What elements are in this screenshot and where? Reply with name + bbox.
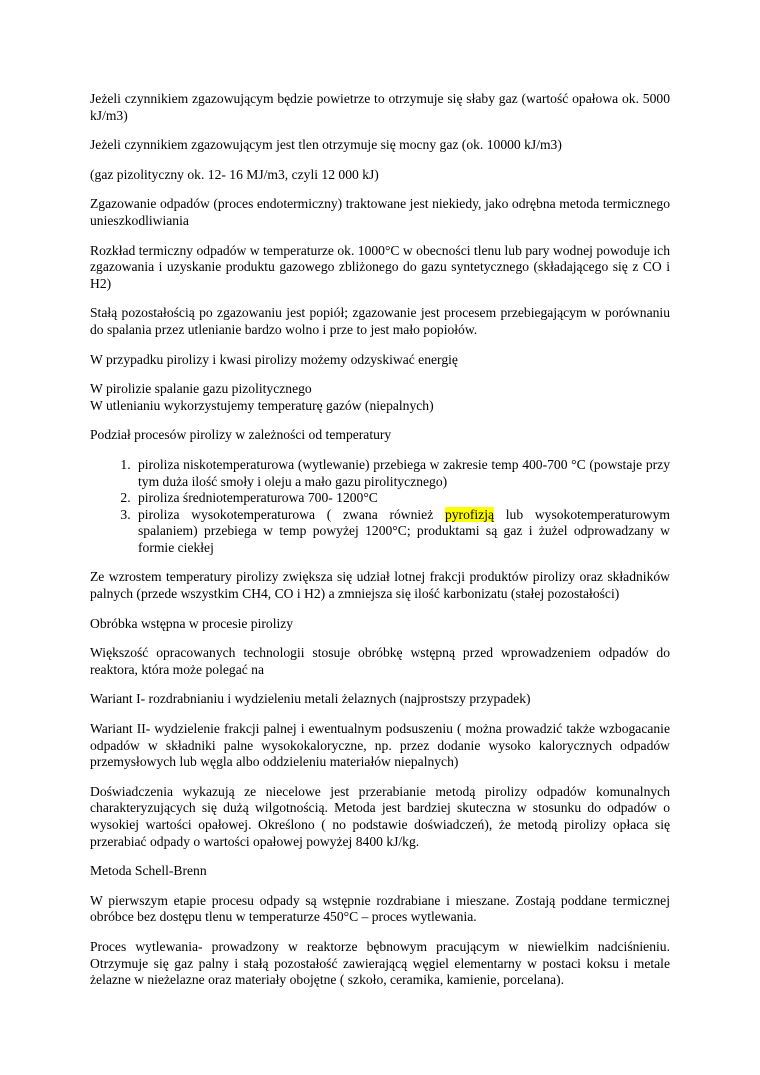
list-item-text: piroliza wysokotemperaturowa ( zwana również [138,506,445,522]
list-item: 1. piroliza niskotemperaturowa (wytlewanie) przebiega w zakresie temp 400-700 °C (powstaje przy tym duża ilość smoły i oleju a mało gazu pirolitycznego) [134,457,670,490]
paragraph-pyrolysis-combustion: W pirolizie spalanie gazu pizolitycznego [90,381,312,397]
paragraph-variant-one: Wariant I- rozdrabnianiu i wydzieleniu metali żelaznych (najprostszy przypadek) [90,691,531,707]
list-item-text: lub wysokotemperaturowym spalaniem) przebiega w temp powyżej 1200°C; produktami są gaz i żużel odprowadzany w formie ciekłej [138,506,670,555]
paragraph-variant-two: Wariant II- wydzielenie frakcji palnej i ewentualnym podsuszeniu ( można prowadzić także wzbogacanie odpadów w składniki palne wysokokaloryczne, np. przez dodanie wysoko kalorycznych odpadów przemysłowych lub węgla albo oddzieleniu materiałów niepalnych) [90,721,670,770]
paragraph-temperature-effect: Ze wzrostem temperatury pirolizy zwiększa się udział lotnej frakcji produktów pirolizy oraz składników palnych (przede wszystkim CH4, CO i H2) a zmniejsza się ilość karbonizatu (stałej pozostałości) [90,569,670,602]
list-item: 2. piroliza średniotemperaturowa 700- 1200°C [134,490,670,507]
pyrolysis-types-list [90,457,670,557]
list-item [134,507,670,557]
section-heading-pretreatment: Obróbka wstępna w procesie pirolizy [90,615,294,631]
paragraph-first-stage: W pierwszym etapie procesu odpady są wstępnie rozdrabiane i mieszane. Zostają poddane termicznej obróbce bez dostępu tlenu w temperaturze 450°C – proces wytlewania. [90,892,670,925]
paragraph-smouldering-process: Proces wytlewania- prowadzony w reaktorze bębnowym pracującym w niewielkim nadciśnieniu. Otrzymuje się gaz palny i stałą pozostałość zawierającą węgiel elementarny w postaci koksu i metale żelazne w nieżelazne oraz materiały obojętne ( szkoło, ceramika, kamienie, porcelana). [90,938,670,988]
paragraph-experience: Doświadczenia wykazują ze niecelowe jest przerabianie metodą pirolizy odpadów komunalnych charakteryzujących się dużą wilgotnością. Metoda jest bardziej skuteczna w stosunku do odpadów o wysokiej wartości opałowej. Określono ( no podstawie doświadczeń), że metodą pirolizy opłaca się przerabiać odpady o wartości opałowej powyżej 8400 kJ/kg. [90,783,670,849]
paragraph-ash-residue: Stałą pozostałością po zgazowaniu jest popiół; zgazowanie jest procesem przebiegającym w porównaniu do spalania przez utlenianie bardzo wolno i prze to jest mało popiołów. [90,305,670,337]
paragraph-energy-recovery: W przypadku pirolizy i kwasi pirolizy możemy odzyskiwać energię [90,351,458,367]
paragraph-pretreatment-technologies: Większość opracowanych technologii stosuje obróbkę wstępną przed wprowadzeniem odpadów do reaktora, która może polegać na [90,645,670,677]
paragraph-oxidation-temperature: W utlenianiu wykorzystujemy temperaturę gazów (niepalnych) [90,397,434,413]
paragraph-strong-gas: Jeżeli czynnikiem zgazowującym jest tlen otrzymuje się mocny gaz (ok. 10000 kJ/m3) [90,137,562,153]
highlighted-term: pyrofizją [444,506,495,522]
paragraph-pyrolysis-classification: Podział procesów pirolizy w zależności od temperatury [90,427,392,443]
section-heading-schell-brenn: Metoda Schell-Brenn [90,863,207,879]
paragraph-gasification-method: Zgazowanie odpadów (proces endotermiczny) traktowane jest niekiedy, jako odrębna metoda termicznego unieszkodliwiania [90,196,670,228]
paragraph-weak-gas: Jeżeli czynnikiem zgazowującym będzie powietrze to otrzymuje się słaby gaz (wartość opałowa ok. 5000 kJ/m3) [90,91,670,123]
paragraph-pyrolysis-gas: (gaz pizolityczny ok. 12- 16 MJ/m3, czyli 12 000 kJ) [90,166,379,182]
paragraph-thermal-decomposition: Rozkład termiczny odpadów w temperaturze ok. 1000°C w obecności tlenu lub pary wodnej powoduje ich zgazowania i uzyskanie produktu gazowego zbliżonego do gazu syntetycznego (składającego się z CO i H2) [90,242,670,291]
